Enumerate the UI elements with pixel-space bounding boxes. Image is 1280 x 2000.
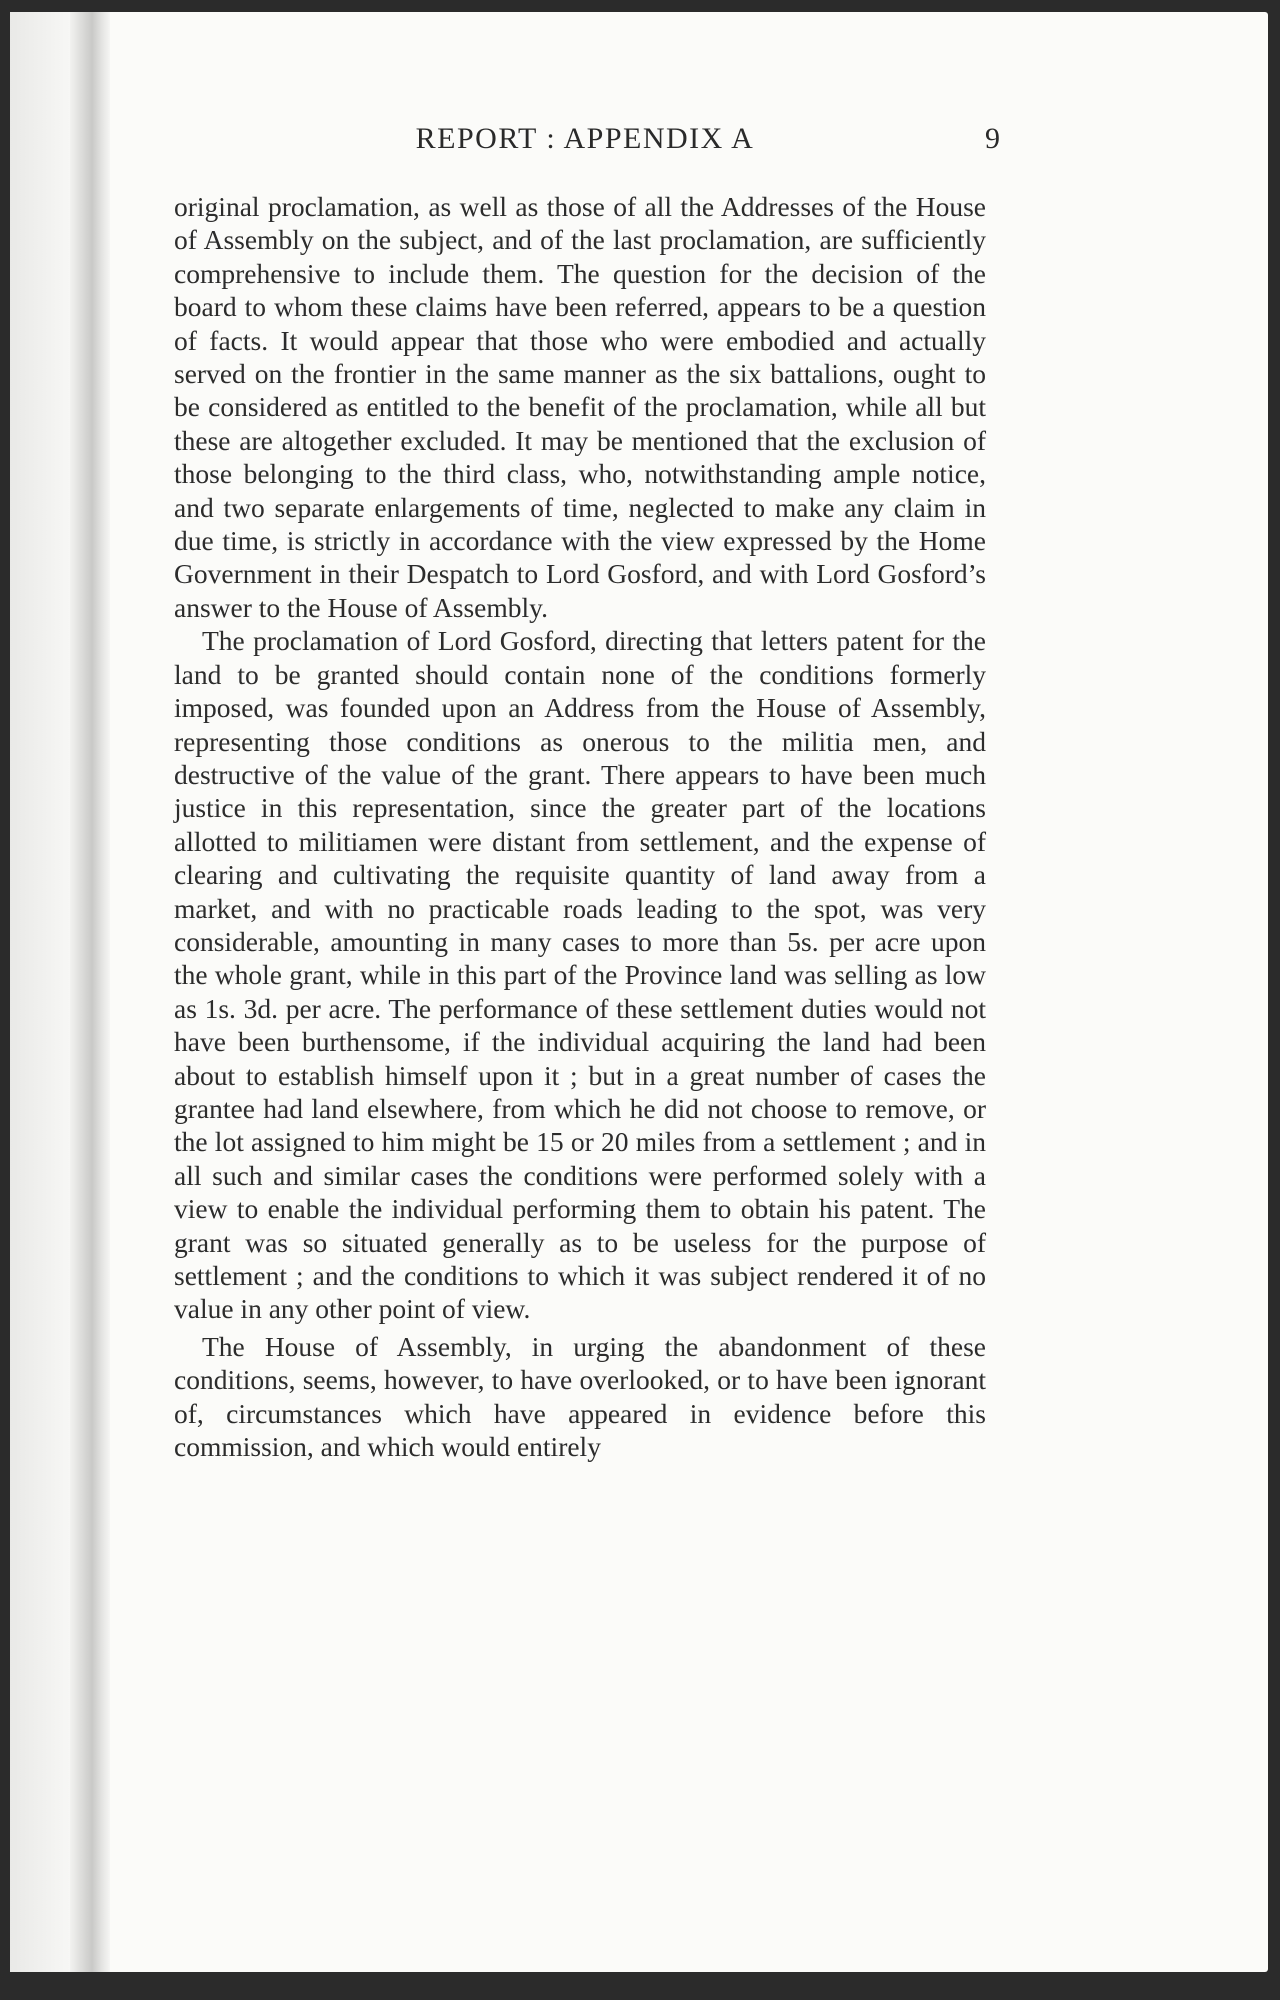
page-edge <box>10 12 70 1972</box>
binding-gutter <box>70 12 110 1972</box>
paragraph: The proclamation of Lord Gosford, directing that letters patent for the land to be granted should contain none of the conditions formerly imposed, was founded upon an Address from the House of Assembly, representing those conditions as onerous to the militia men, and destructive of the value of the grant. There appears to have been much justice in this representation, since the greater part of the locations allotted to militiamen were distant from settlement, and the expense of clearing and cultivating the requisite quantity of land away from a market, and with no practicable roads leading to the spot, was very considerable, amounting in many cases to more than 5s. per acre upon the whole grant, while in this part of the Province land was selling as low as 1s. 3d. per acre. The performance of these settlement duties would not have been burthensome, if the individual acquiring the land had been about to establish himself upon it ; but in a great number of cases the grantee had land elsewhere, from which he did not choose to remove, or the lot assigned to him might be 15 or 20 miles from a settlement ; and in all such and similar cases the conditions were performed solely with a view to enable the individual performing them to obtain his patent. The grant was so situated generally as to be useless for the purpose of settlement ; and the conditions to which it was subject rendered it of no value in any other point of view. <box>174 625 986 1325</box>
page-number: 9 <box>985 122 1000 155</box>
book-page <box>10 12 1268 1972</box>
paragraph: The House of Assembly, in urging the abandonment of these conditions, seems, however, to have overlooked, or to have been ignorant of, circumstances which have appeared in evidence before this commission, and which would entirely <box>174 1330 986 1463</box>
paragraph: original proclamation, as well as those of all the Addresses of the House of Assembly on the subject, and of the last proclamation, are sufficiently comprehensive to include them. The question for the decision of the board to whom these claims have been referred, appears to be a question of facts. It would appear that those who were embodied and actually served on the frontier in the same manner as the six battalions, ought to be considered as entitled to the benefit of the proclamation, while all but these are altogether excluded. It may be mentioned that the exclusion of those belonging to the third class, who, notwithstanding ample notice, and two separate enlargements of time, neglected to make any claim in due time, is strictly in accordance with the view expressed by the Home Government in their Despatch to Lord Gosford, and with Lord Gosford’s answer to the House of Assembly. <box>174 191 986 623</box>
body-text <box>174 190 986 1463</box>
page-header <box>170 122 1000 162</box>
running-head: REPORT : APPENDIX A <box>415 122 755 155</box>
